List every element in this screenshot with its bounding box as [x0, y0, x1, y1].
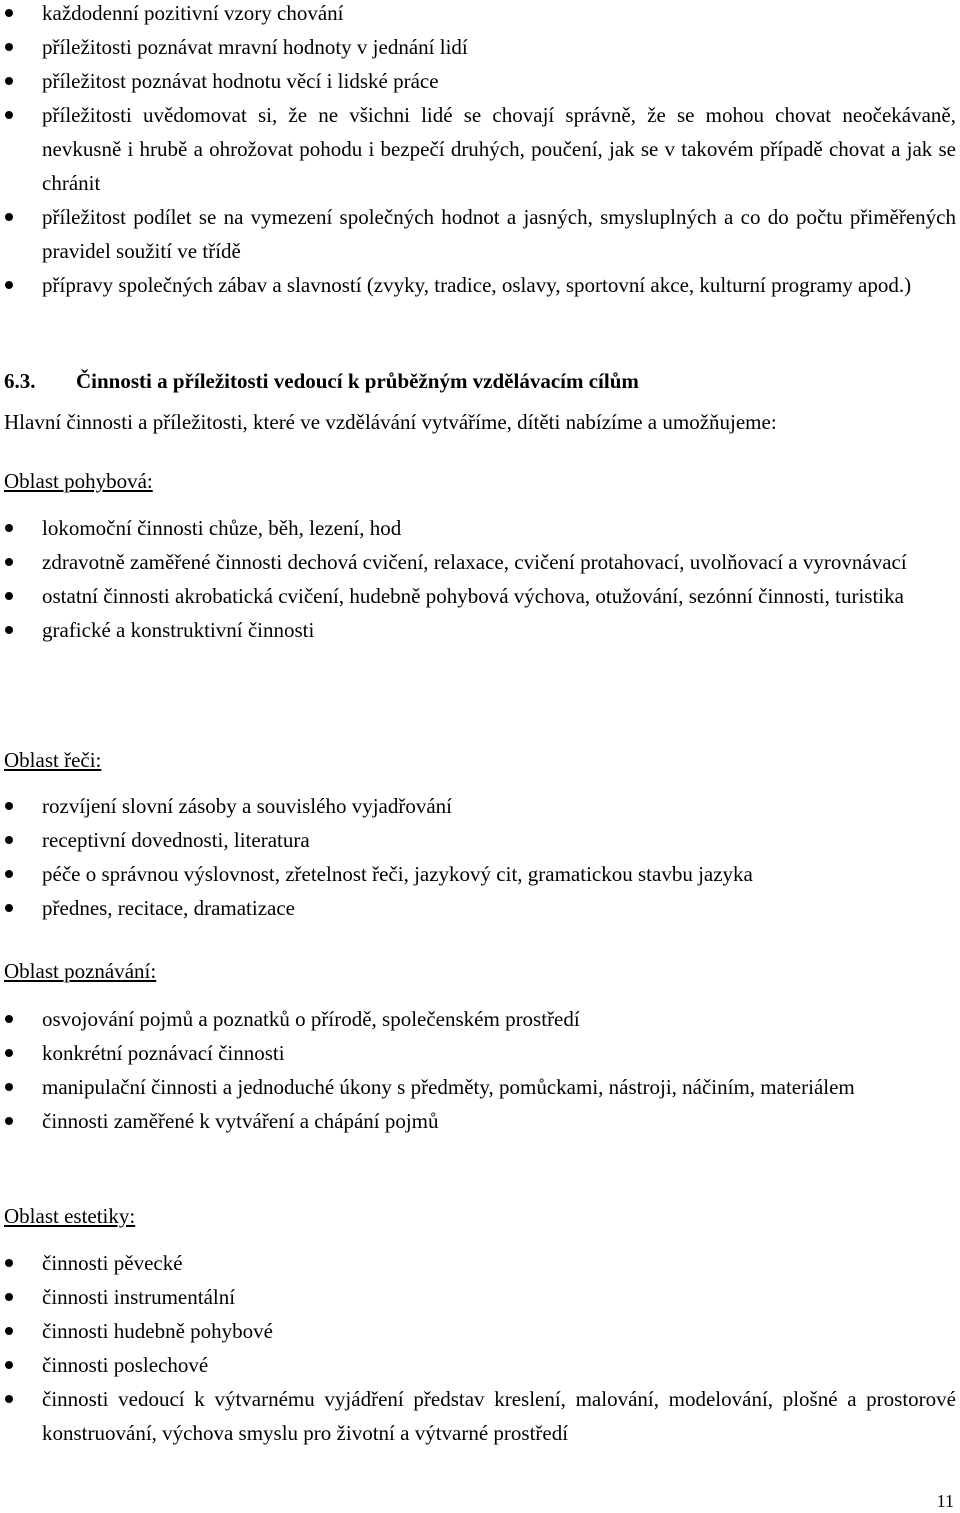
list-item: ostatní činnosti akrobatická cvičení, hudebně pohybová výchova, otužování, sezónní činnosti, turistika: [0, 579, 960, 613]
page-number: 11: [936, 1491, 954, 1511]
list-item: příležitosti uvědomovat si, že ne všichni lidé se chovají správně, že se mohou chovat neočekávaně, nevkusně i hrubě a ohrožovat pohodu i bezpečí druhých, poučení, jak se v takovém případě chovat a jak se chránit: [0, 98, 960, 200]
list-item: péče o správnou výslovnost, zřetelnost řeči, jazykový cit, gramatickou stavbu jazyka: [0, 857, 960, 891]
list-item: přípravy společných zábav a slavností (zvyky, tradice, oslavy, sportovní akce, kulturní programy apod.): [0, 268, 960, 302]
list-item: činnosti vedoucí k výtvarnému vyjádření představ kreslení, malování, modelování, plošné a prostorové konstruování, výchova smyslu pro životní a výtvarné prostředí: [0, 1382, 960, 1450]
section-number: 6.3.: [4, 369, 36, 393]
list-item: činnosti instrumentální: [0, 1280, 960, 1314]
list-item: zdravotně zaměřené činnosti dechová cvičení, relaxace, cvičení protahovací, uvolňovací a vyrovnávací: [0, 545, 960, 579]
section-intro: Hlavní činnosti a příležitosti, které ve vzdělávání vytváříme, dítěti nabízíme a umožňujeme:: [4, 410, 777, 434]
list-item: příležitost podílet se na vymezení společných hodnot a jasných, smysluplných a co do počtu přiměřených pravidel soužití ve třídě: [0, 200, 960, 268]
list-item: přednes, recitace, dramatizace: [0, 891, 960, 925]
list-item: činnosti hudebně pohybové: [0, 1314, 960, 1348]
list-item: činnosti pěvecké: [0, 1246, 960, 1280]
section-title: Činnosti a příležitosti vedoucí k průběžným vzdělávacím cílům: [76, 369, 639, 393]
list-item: činnosti zaměřené k vytváření a chápání pojmů: [0, 1104, 960, 1138]
intro-bullet-list: [0, 0, 960, 302]
list-item: manipulační činnosti a jednoduché úkony s předměty, pomůckami, nástroji, náčiním, materiálem: [0, 1070, 960, 1104]
area-list-movement: [0, 511, 960, 647]
area-title-movement: Oblast pohybová:: [4, 469, 153, 493]
area-title-aesthetics: Oblast estetiky:: [4, 1204, 136, 1228]
area-title-speech: Oblast řeči:: [4, 748, 102, 772]
list-item: osvojování pojmů a poznatků o přírodě, společenském prostředí: [0, 1002, 960, 1036]
list-item: příležitosti poznávat mravní hodnoty v jednání lidí: [0, 30, 960, 64]
list-item: příležitost poznávat hodnotu věcí i lidské práce: [0, 64, 960, 98]
list-item: grafické a konstruktivní činnosti: [0, 613, 960, 647]
list-item: konkrétní poznávací činnosti: [0, 1036, 960, 1070]
area-title-cognition: Oblast poznávání:: [4, 959, 157, 983]
list-item: činnosti poslechové: [0, 1348, 960, 1382]
list-item: rozvíjení slovní zásoby a souvislého vyjadřování: [0, 789, 960, 823]
section-heading: [4, 366, 639, 396]
list-item: každodenní pozitivní vzory chování: [0, 0, 960, 30]
area-list-cognition: [0, 1002, 960, 1138]
list-item: receptivní dovednosti, literatura: [0, 823, 960, 857]
list-item: lokomoční činnosti chůze, běh, lezení, hod: [0, 511, 960, 545]
area-list-speech: [0, 789, 960, 925]
area-list-aesthetics: [0, 1246, 960, 1450]
